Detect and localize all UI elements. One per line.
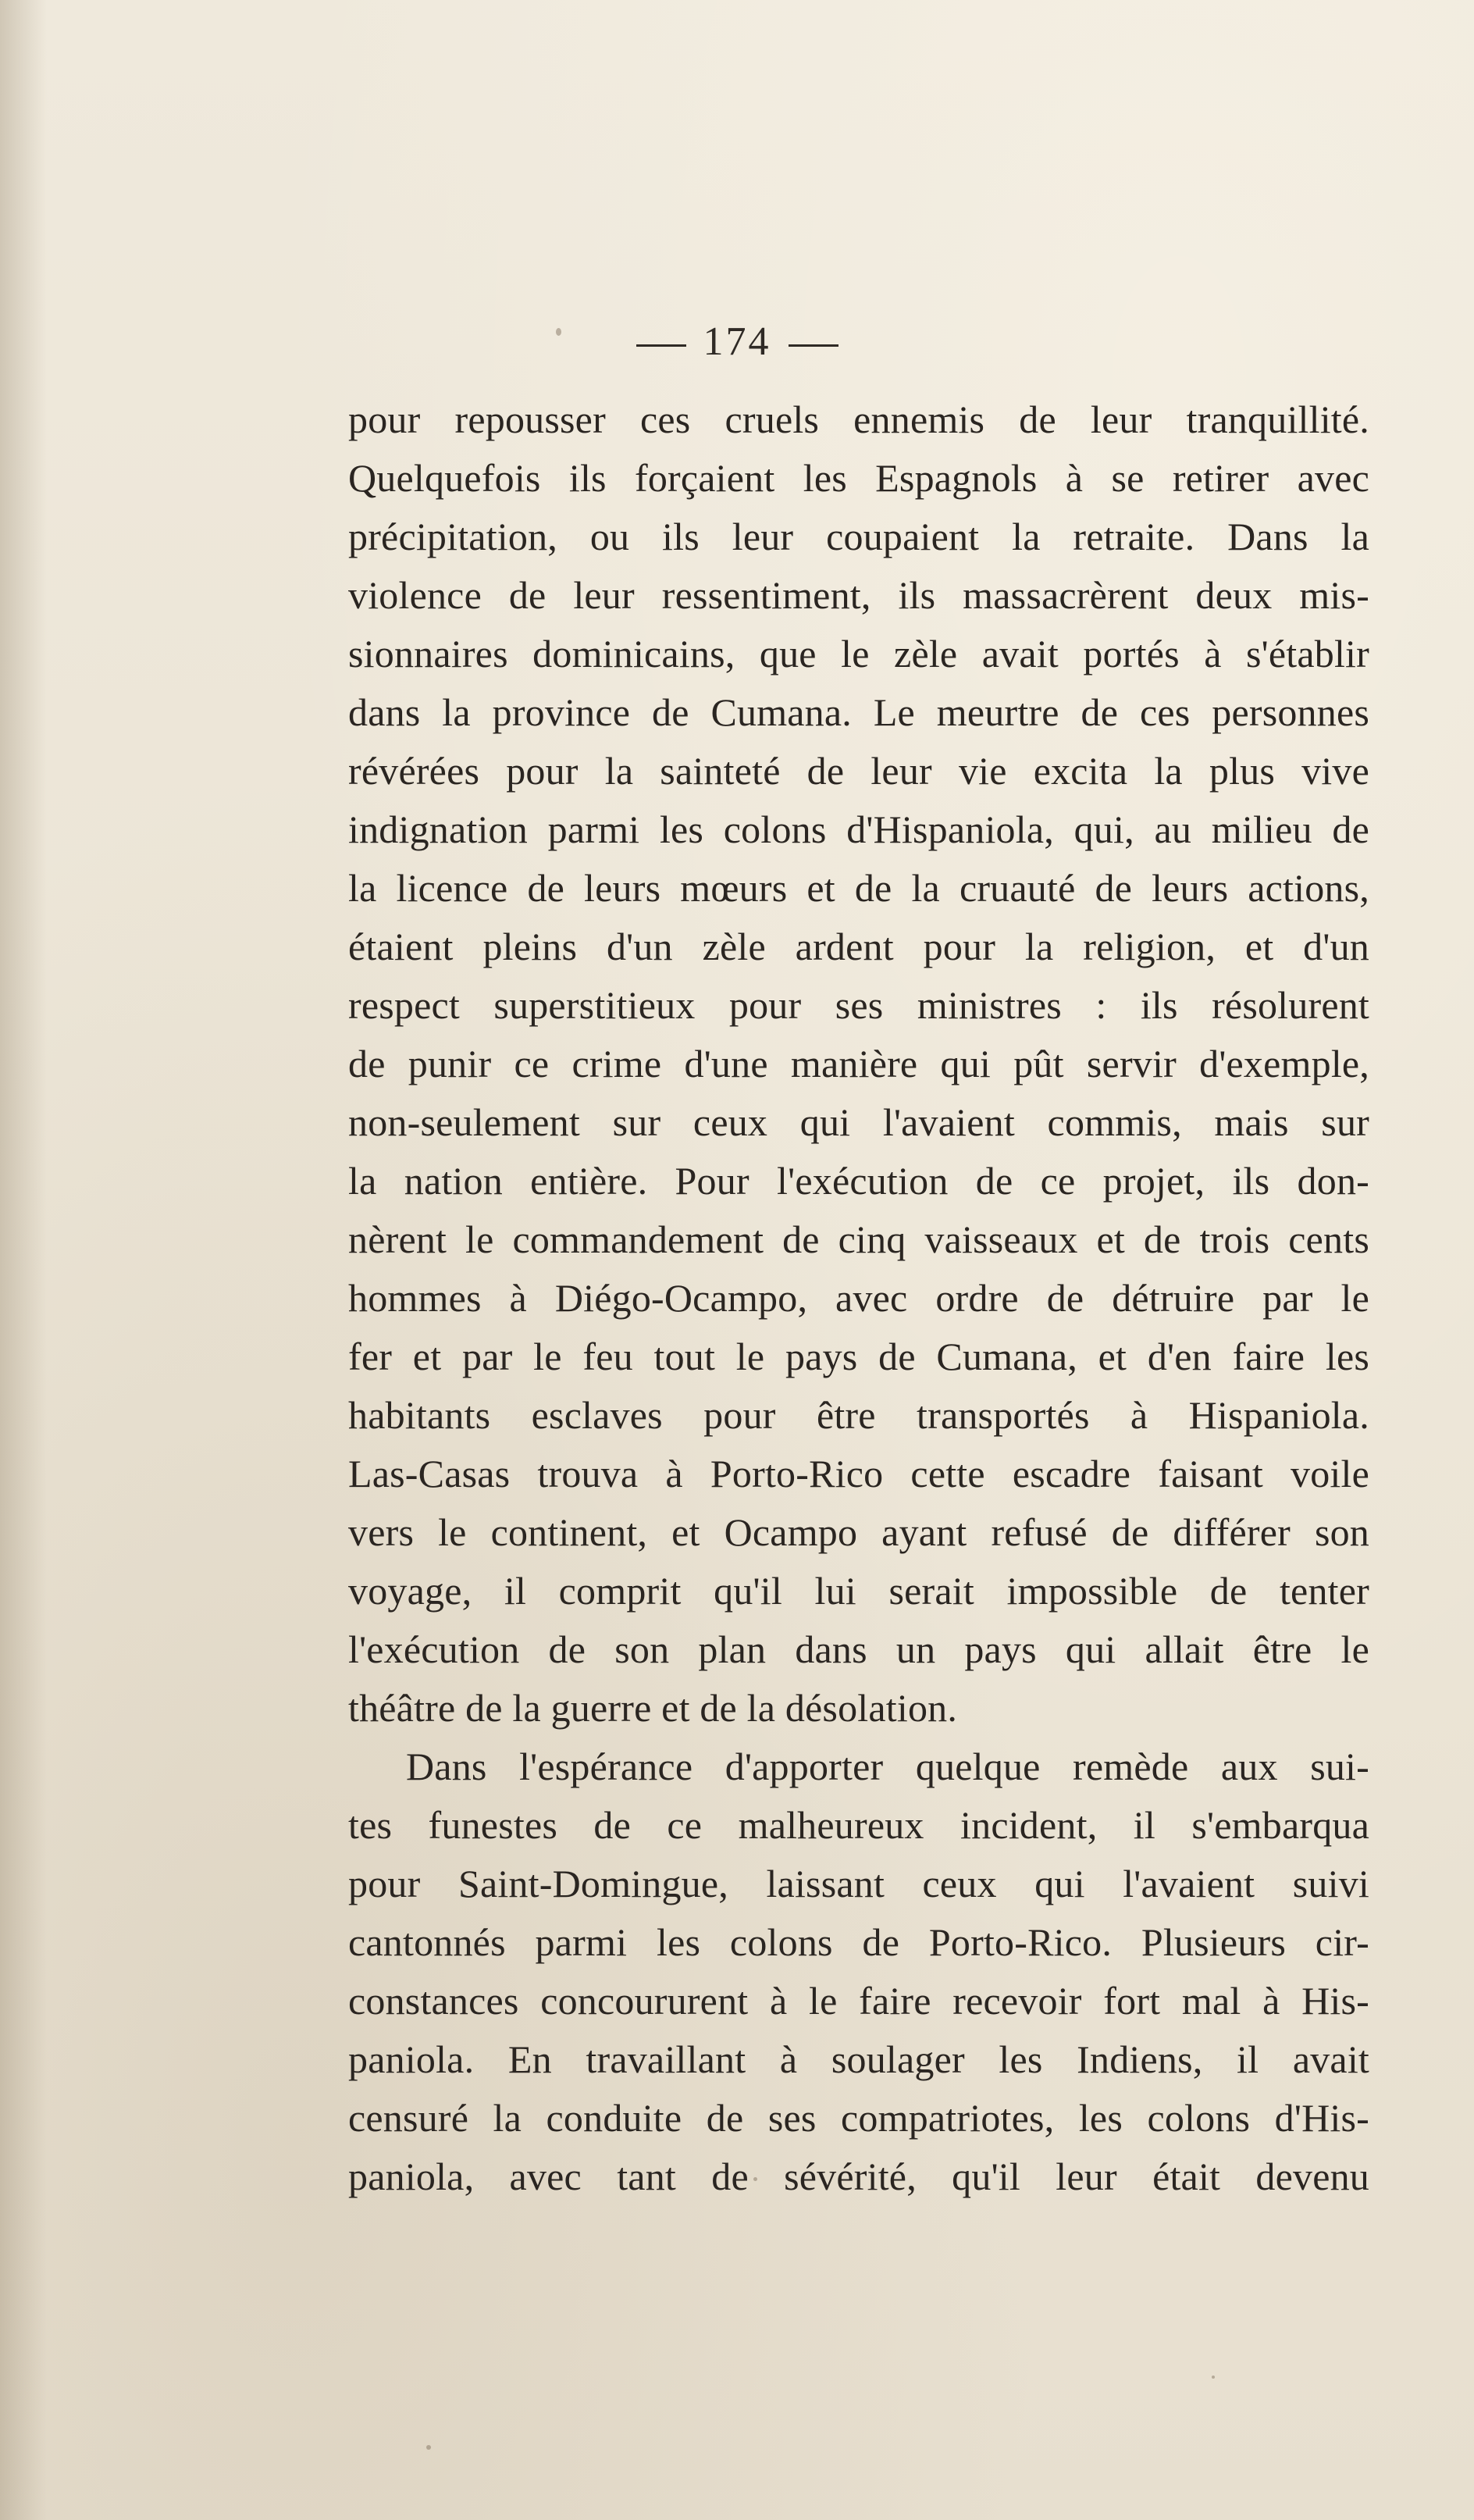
text-line: nèrent le commandement de cinq vaisseaux et de trois cents	[348, 1217, 1369, 1261]
text-line: fer et par le feu tout le pays de Cumana, et d'en faire les	[348, 1335, 1369, 1378]
text-line: vers le continent, et Ocampo ayant refusé de différer son	[348, 1510, 1369, 1554]
text-line: dans la province de Cumana. Le meurtre de ces personnes	[348, 690, 1369, 734]
text-line: pour repousser ces cruels ennemis de leur tranquillité.	[348, 397, 1369, 441]
text-line: de punir ce crime d'une manière qui pût servir d'exemple,	[348, 1042, 1369, 1085]
text-line: étaient pleins d'un zèle ardent pour la religion, et d'un	[348, 925, 1369, 968]
page-number-dash-right	[789, 344, 838, 347]
paragraph	[348, 1738, 1369, 2206]
text-line: habitants esclaves pour être transportés à Hispaniola.	[348, 1393, 1369, 1437]
text-line: non-seulement sur ceux qui l'avaient commis, mais sur	[348, 1100, 1369, 1144]
text-line: la licence de leurs mœurs et de la cruauté de leurs actions,	[348, 866, 1369, 910]
text-line: Las-Casas trouva à Porto-Rico cette escadre faisant voile	[348, 1452, 1369, 1495]
text-line: indignation parmi les colons d'Hispaniola, qui, au milieu de	[348, 807, 1369, 851]
paper-speck	[426, 2445, 431, 2450]
text-line: tes funestes de ce malheureux incident, il s'embarqua	[348, 1803, 1369, 1847]
text-line: Dans l'espérance d'apporter quelque remède aux sui-	[406, 1745, 1369, 1788]
text-line: respect superstitieux pour ses ministres : ils résolurent	[348, 983, 1369, 1027]
body-text	[348, 390, 1369, 2206]
text-line: l'exécution de son plan dans un pays qui allait être le	[348, 1627, 1369, 1671]
text-line: voyage, il comprit qu'il lui serait impossible de tenter	[348, 1569, 1369, 1613]
page-number-value: 174	[703, 319, 771, 364]
paper-speck	[556, 328, 561, 336]
text-line: paniola, avec tant de sévérité, qu'il leur était devenu	[348, 2155, 1369, 2198]
spine-shadow	[0, 0, 47, 2520]
text-line: sionnaires dominicains, que le zèle avait portés à s'établir	[348, 632, 1369, 675]
text-line: hommes à Diégo-Ocampo, avec ordre de détruire par le	[348, 1276, 1369, 1320]
paper-speck	[1212, 2376, 1215, 2379]
paper-speck	[753, 2177, 757, 2181]
page-number	[0, 319, 1474, 365]
text-line: théâtre de la guerre et de la désolation.	[348, 1686, 958, 1730]
paragraph	[348, 390, 1369, 1738]
text-line: Quelquefois ils forçaient les Espagnols à se retirer avec	[348, 456, 1369, 500]
text-line: précipitation, ou ils leur coupaient la retraite. Dans la	[348, 515, 1369, 558]
page-number-dash-left	[636, 344, 686, 347]
text-line: violence de leur ressentiment, ils massacrèrent deux mis-	[348, 573, 1369, 617]
text-line: la nation entière. Pour l'exécution de ce projet, ils don-	[348, 1159, 1369, 1203]
text-line: paniola. En travaillant à soulager les Indiens, il avait	[348, 2037, 1369, 2081]
text-line: cantonnés parmi les colons de Porto-Rico. Plusieurs cir-	[348, 1920, 1369, 1964]
text-line: pour Saint-Domingue, laissant ceux qui l'avaient suivi	[348, 1862, 1369, 1905]
text-line: révérées pour la sainteté de leur vie excita la plus vive	[348, 749, 1369, 793]
text-line: censuré la conduite de ses compatriotes, les colons d'His-	[348, 2096, 1369, 2140]
text-line: constances concoururent à le faire recevoir fort mal à His-	[348, 1979, 1369, 2023]
